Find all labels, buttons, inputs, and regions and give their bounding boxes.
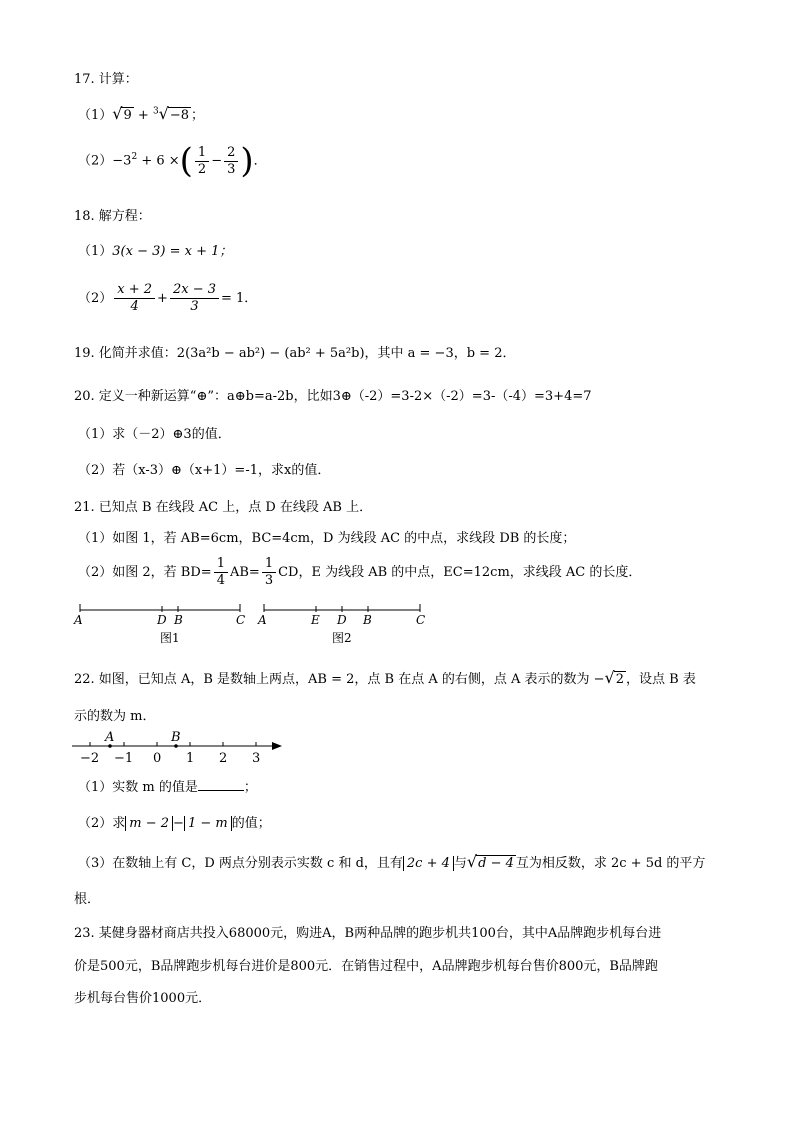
answer-blank[interactable] <box>198 778 244 791</box>
q17-part2-label: （2） <box>78 153 113 169</box>
q22-p3-mid: 与 <box>453 856 467 871</box>
q17-part1 <box>78 104 204 123</box>
frac-den: 3 <box>227 161 236 177</box>
q18-part2-label: （2） <box>78 291 113 306</box>
q18-title: 18. 解方程： <box>74 209 151 224</box>
q17-p2-lead: −3 <box>112 153 132 169</box>
fraction-1-4 <box>214 556 228 589</box>
q22-p1-end: ； <box>243 780 257 795</box>
q20-part1: （1）求（－2）⊕3的值． <box>78 427 231 442</box>
q21-part1: （1）如图 1，若 AB=6cm，BC=4cm，D 为线段 AC 的中点，求线段 DB 的长度； <box>78 531 576 546</box>
fig1-label-a: A <box>74 613 83 627</box>
axis-tick-2: 2 <box>219 751 228 766</box>
fraction-x-plus-2 <box>114 282 155 315</box>
abs-1-minus-m: 1 − m <box>184 816 232 831</box>
q22-line1-tail: ，设点 B 表 <box>626 672 696 687</box>
frac-num: 2 <box>224 145 238 162</box>
q22-line1-lead: 22. 如图，已知点 A，B 是数轴上两点，AB = 2，点 B 在点 A 的右侧，点 A 表示的数为 − <box>74 672 605 687</box>
axis-tick-0: 0 <box>153 751 162 766</box>
q18-part1 <box>78 240 232 259</box>
frac-den: 4 <box>130 299 139 314</box>
fig2-label-d: D <box>337 613 347 627</box>
minus-sign: − <box>211 153 223 169</box>
figure-2 <box>257 604 425 645</box>
sqrt-sign: √ <box>466 852 478 871</box>
q21-figures <box>70 598 440 650</box>
q22-p2-lead: （2）求 <box>78 816 126 831</box>
q17-part1-label: （1） <box>78 108 113 123</box>
cube-root-index: 3 <box>152 106 159 117</box>
frac-den: 3 <box>264 573 274 588</box>
q22-p1-lead: （1）实数 m 的值是 <box>78 780 198 795</box>
q20-part2: （2）若（x-3）⊕（x+1）=-1，求x的值． <box>78 463 331 478</box>
axis-tick-neg2: −2 <box>80 751 100 766</box>
q17-p1-radicand-b: −8 <box>169 108 190 123</box>
frac-num: 1 <box>214 556 228 573</box>
q18-part2 <box>78 282 257 315</box>
q22-p3-lead: （3）在数轴上有 C，D 两点分别表示实数 c 和 d，且有 <box>78 856 403 871</box>
q20-title: 20. 定义一种新运算“⊕”：a⊕b=a-2b，比如3⊕（-2）=3-2×（-2）=3-（-4）=3+4=7 <box>74 389 592 404</box>
q21-p2-lead: （2）如图 2，若 BD= <box>78 565 212 580</box>
fraction-2-3 <box>224 145 238 178</box>
plus-sign: + <box>133 108 153 123</box>
minus-sign: − <box>173 816 184 831</box>
sqrt-sign: √ <box>112 104 123 123</box>
q17-title: 17. 计算： <box>74 72 138 87</box>
fig2-label-e: E <box>311 613 320 627</box>
right-paren: ) <box>240 141 254 181</box>
q17-p1-radicand-a: 9 <box>123 108 132 123</box>
q21-title: 21. 已知点 B 在线段 AC 上，点 D 在线段 AB 上． <box>74 500 373 515</box>
q17-p2-end: ． <box>253 153 267 169</box>
q17-p2-mid: + 6 × <box>137 153 180 169</box>
fig1-caption: 图1 <box>160 631 180 645</box>
q17-p1-end: ； <box>191 108 205 123</box>
q21-p2-mid: AB= <box>229 565 260 580</box>
q22-part1 <box>78 776 257 795</box>
q23-line3: 步机每台售价1000元． <box>74 991 212 1006</box>
fig2-label-c: C <box>416 613 426 627</box>
fraction-1-3 <box>262 556 276 589</box>
q17-p2-exp: 2 <box>131 152 138 163</box>
abs-m-minus-2: m − 2 <box>125 816 173 831</box>
q17-part2 <box>78 141 267 181</box>
axis-tick-neg1: −1 <box>114 751 134 766</box>
frac-num: 2x − 3 <box>170 282 219 299</box>
frac-num: x + 2 <box>114 282 155 299</box>
frac-num: 1 <box>195 145 209 162</box>
q23-line1: 23. 某健身器材商店共投入68000元，购进A，B两种品牌的跑步机共100台，其中A品牌跑步机每台进 <box>74 926 662 941</box>
q23-line2: 价是500元，B品牌跑步机每台进价是800元．在销售过程中，A品牌跑步机每台售价800元，B品牌跑 <box>74 959 658 974</box>
fig1-label-b: B <box>174 613 183 627</box>
left-paren: ( <box>179 141 193 181</box>
frac-den: 3 <box>190 299 199 314</box>
q21-p2-tail: CD，E 为线段 AB 的中点，EC=12cm，求线段 AC 的长度． <box>278 565 642 580</box>
frac-den: 4 <box>216 573 225 588</box>
figure-1 <box>73 604 245 645</box>
fig1-label-c: C <box>236 613 246 627</box>
q18-part1-label: （1） <box>78 244 113 259</box>
q19-text: 19. 化简并求值：2(3a²b − ab²) − (ab² + 5a²b)，其中 a = −3，b = 2． <box>74 346 516 361</box>
q22-number-line <box>68 730 288 770</box>
q22-p3-tail: 互为相反数，求 2c + 5d 的平方 <box>515 856 706 871</box>
axis-tick-3: 3 <box>252 751 261 766</box>
fig2-label-a: A <box>258 613 267 627</box>
frac-den: 2 <box>197 161 207 177</box>
fraction-1-2 <box>195 145 209 178</box>
q22-p2-end: 的值； <box>231 816 271 831</box>
sqrt-sign: √ <box>604 668 615 687</box>
axis-point-b: B <box>171 730 181 745</box>
sqrt-d-minus-4: d − 4 <box>478 856 514 871</box>
q18-p2-end: = 1． <box>220 291 258 306</box>
plus-sign: + <box>157 291 168 306</box>
q22-sqrt-2: 2 <box>615 672 625 687</box>
q22-part3 <box>78 852 705 871</box>
q18-p1-expr: 3(x − 3) = x + 1； <box>112 244 233 259</box>
fraction-2x-minus-3 <box>170 282 219 315</box>
cube-root-sign: √ <box>158 104 169 123</box>
axis-tick-1: 1 <box>186 751 195 766</box>
fig2-caption: 图2 <box>332 631 352 645</box>
q22-part3-line2: 根． <box>74 892 101 907</box>
q22-line1 <box>74 668 696 687</box>
q21-part2 <box>78 556 641 589</box>
axis-point-a: A <box>105 730 115 745</box>
fig1-label-d: D <box>157 613 167 627</box>
q22-part2 <box>78 812 271 831</box>
abs-2c-plus-4: 2c + 4 <box>403 856 454 871</box>
frac-num: 1 <box>262 556 276 573</box>
q22-line2: 示的数为 m． <box>74 709 156 724</box>
fig2-label-b: B <box>363 613 372 627</box>
